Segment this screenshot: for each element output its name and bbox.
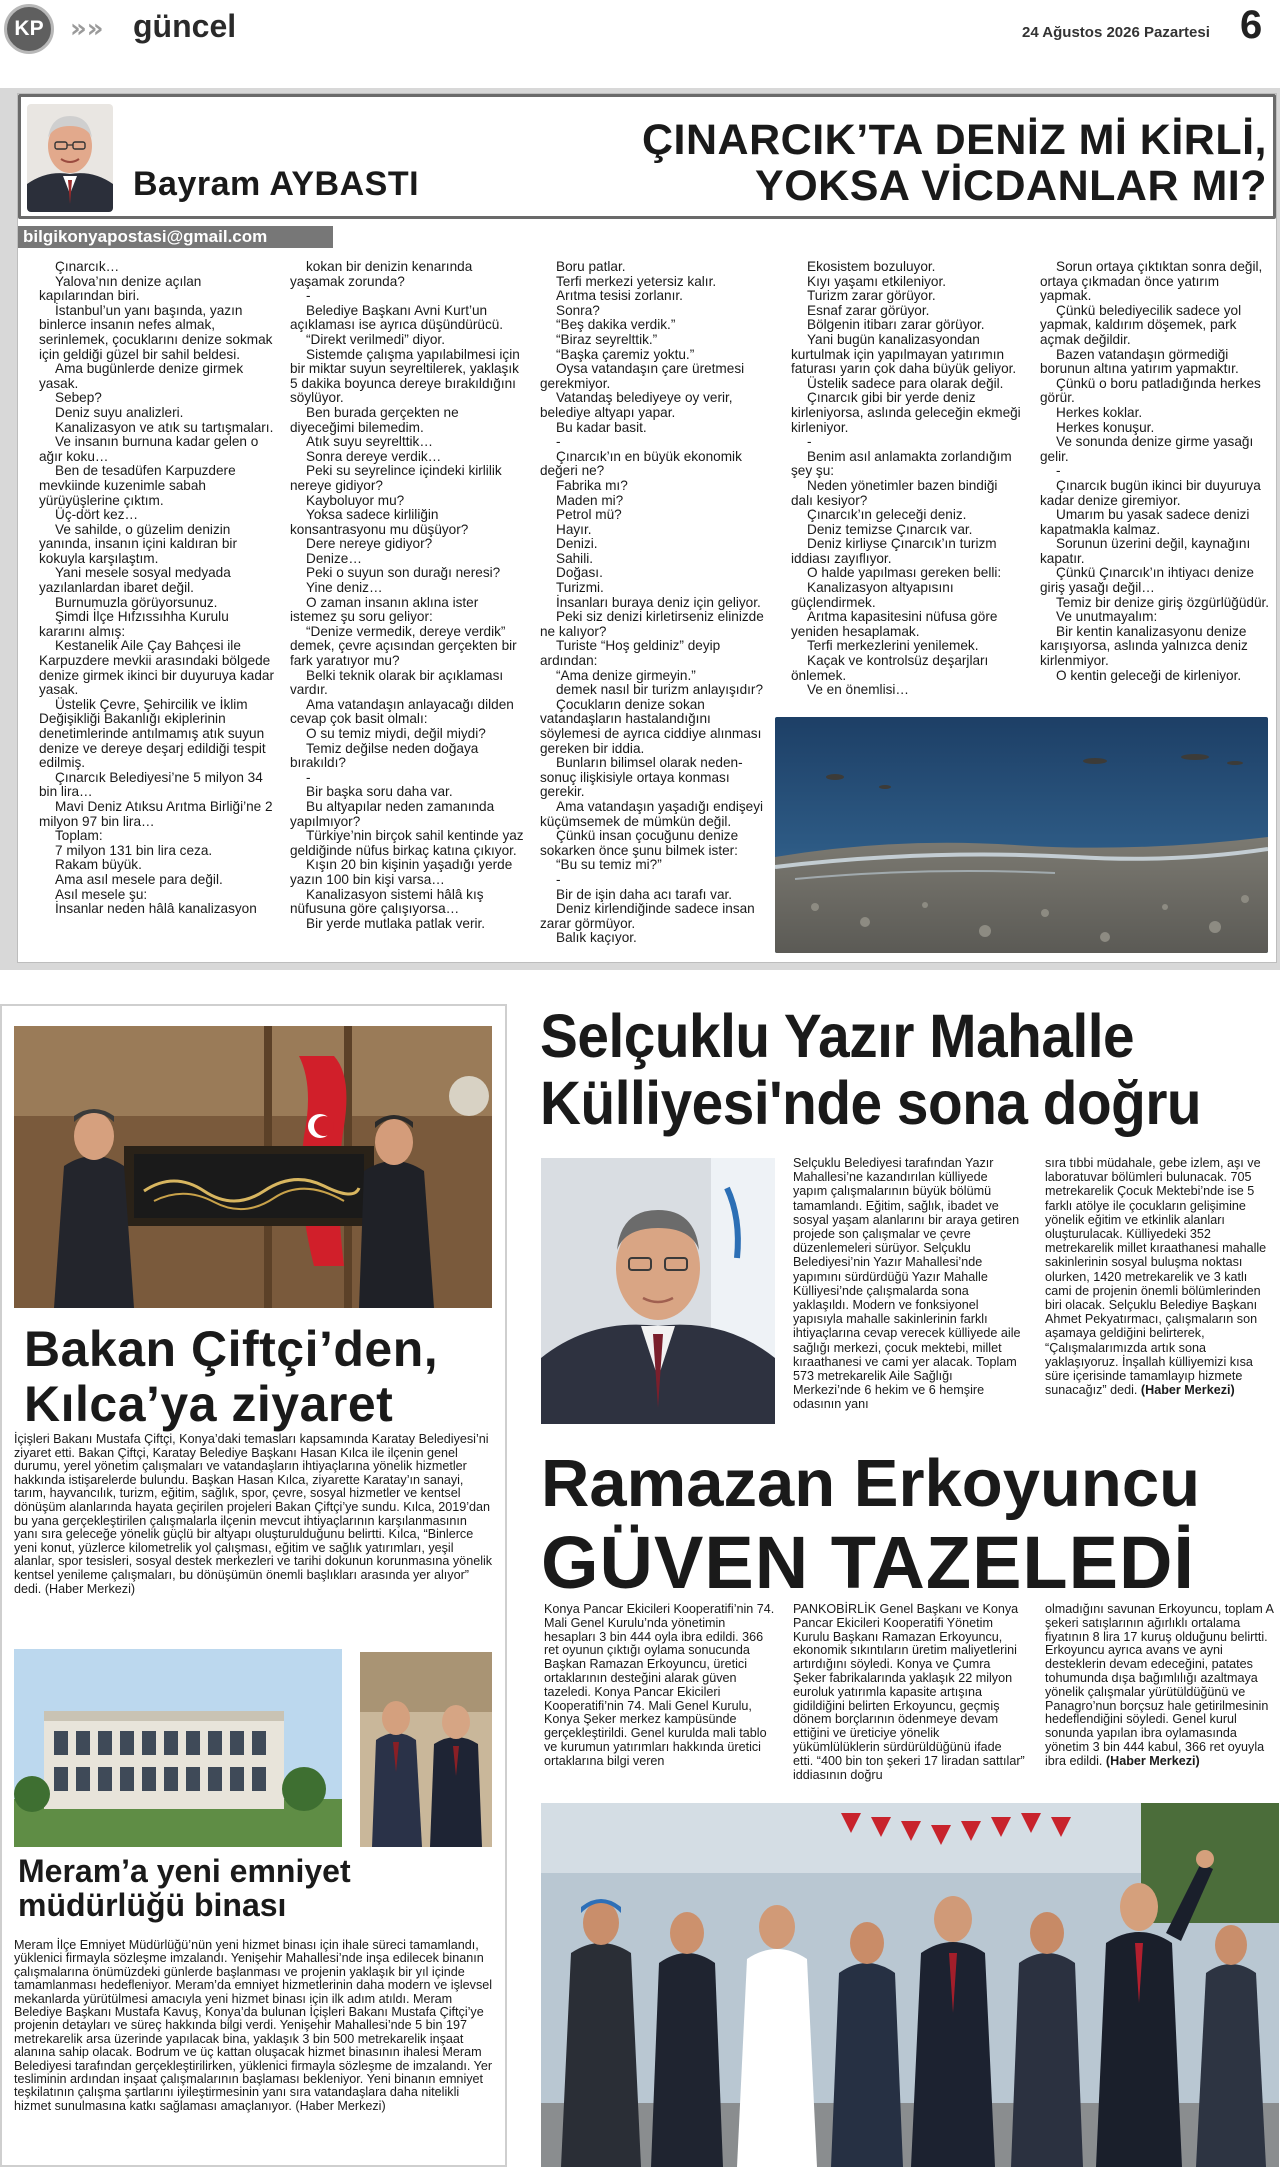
column-paragraph: Ama asıl mesele para değil.: [55, 871, 223, 887]
column-paragraph: O halde yapılması gereken belli:: [807, 565, 1002, 581]
column-paragraph: -: [306, 769, 311, 785]
column-paragraph: Peki siz denizi kirletirseniz elinizde ne kalıyor?: [540, 609, 764, 639]
column-paragraph: Kanalizasyon sistemi hâlâ kış nüfusuna göre çalışıyorsa…: [290, 886, 484, 917]
column-paragraph: Bir de işin daha acı tarafı var.: [556, 886, 733, 902]
section-title: güncel: [133, 8, 237, 44]
sea-shore-photo: [775, 717, 1268, 953]
ramazan-source: (Haber Merkezi): [1105, 1753, 1200, 1768]
column-paragraph: Balık kaçıyor.: [556, 930, 637, 946]
mayor-portrait-photo: [541, 1158, 775, 1424]
column-paragraph: Belki teknik olarak bir açıklaması vardır.: [290, 667, 504, 698]
opinion-column: [17, 93, 1277, 963]
column-paragraph: Terfi merkezi yetersiz kalır.: [556, 273, 717, 289]
column-paragraph: O kentin geleceği de kirleniyor.: [1056, 667, 1242, 683]
column-paragraph: Hayır.: [556, 521, 592, 537]
bakan-article-body: [14, 1433, 494, 1596]
column-paragraph: Denizi.: [556, 536, 598, 552]
bakan-body-text: İçişleri Bakanı Mustafa Çiftçi, Konya’daki temasları kapsamında Karatay Belediyesi’ni ziyaret etti. Bakan Çiftçi, Karatay Belediye Başkanı Hasan Kılca ile ilçenin genel durumu, yerel yönetim çalışmaları ve vatandaşların ihtiyaçlarına yönelik hizmetler hakkında istişarelerde bulundu. Başkan Hasan Kılca, ziyarette Karatay’ın sanayi, tarım, hayvancılık, turizm, eğitim, sağlık, spor, çevre, sosyal hizmetler ve kentsel dönüşüm alanlarında hayata geçirilen projeleri Bakan Çiftçi’ye sundu. Kılca, 2019’dan bu yana gerçekleştirilen çalışmalarla ilçenin mevcut ihtiyaçlarının karşılanmasının yanı sıra geleceğe yönelik güçlü bir altyapı oluşturulduğunu belirtti. Kılca, “Binlerce yeni konut, yüzlerce kilometrelik yol çalışması, eğitim ve sağlık yatırımları, yeşil alanlar, spor tesisleri, sosyal destek merkezleri ve tarihi dokunun korunmasına yönelik kentsel yenileme çalışmaları, bu dönüşümün önemli başlıkları arasında yer alıyor” dedi.: [14, 1432, 493, 1596]
column-paragraph: “Denize vermedik, dereye verdik” demek, çevre açısından gerçekten bir fark yaratıyor mu?: [290, 623, 517, 669]
bakan-headline: [24, 1322, 438, 1432]
column-paragraph: Türkiye’nin birçok sahil kentinde yaz geldiğinde nüfus birkaç katına çıkıyor.: [290, 828, 524, 858]
selcuklu-headline: [540, 1003, 1228, 1137]
opinion-column-frame: [0, 88, 1280, 970]
column-paragraph: Dere nereye gidiyor?: [306, 536, 433, 552]
column-paragraph: İnsanlar neden hâlâ kanalizasyon: [55, 901, 257, 917]
ramazan-text-col1: [544, 1603, 776, 1769]
column-paragraph: -: [807, 434, 812, 450]
column-paragraph: Sistemde çalışma yapılabilmesi için bir miktar suyun seyreltilerek, yaklaşık 5 dakika boyunca dereye bırakıldığını söylüyor.: [290, 346, 520, 406]
column-paragraph: Vatandaş belediyeye oy verir, belediye altyapı yapar.: [540, 390, 733, 420]
column-paragraph: Ve sahilde, o güzelim denizin yanında, insanın içini kaldıran bir kokuyla karşılaştım.: [39, 521, 237, 566]
column-paragraph: Ekosistem bozuluyor.: [807, 259, 936, 274]
column-text-col5: [1040, 260, 1272, 683]
column-text-col3: [540, 260, 772, 946]
ramazan-headline-line2: GÜVEN TAZELEDİ: [541, 1521, 1195, 1604]
column-paragraph: Petrol mü?: [556, 507, 622, 523]
column-paragraph: Ve sonunda denize girme yasağı gelir.: [1040, 434, 1254, 464]
column-text-col4: [791, 260, 1023, 698]
column-paragraph: Çınarcık’ın geleceği deniz.: [807, 507, 967, 523]
meram-headline-line2: müdürlüğü binası: [18, 1887, 287, 1923]
column-paragraph: Sebep?: [55, 390, 102, 406]
column-paragraph: Ama bugünlerde denize girmek yasak.: [39, 361, 244, 391]
column-paragraph: Sonra dereye verdik…: [306, 448, 442, 464]
column-paragraph: Temiz bir denize giriş özgürlüğüdür.: [1056, 594, 1270, 610]
page-header: [0, 0, 1280, 56]
column-paragraph: Bir başka soru daha var.: [306, 784, 453, 800]
column-paragraph: Maden mi?: [556, 492, 624, 508]
meram-headline-line1: Meram’a yeni emniyet: [18, 1853, 351, 1889]
meram-headline: [18, 1854, 351, 1922]
column-paragraph: Turizmi.: [556, 580, 604, 596]
bakan-headline-line2: Kılca’ya ziyaret: [24, 1376, 394, 1432]
bakan-source: (Haber Merkezi): [44, 1581, 136, 1596]
ramazan-headline-line1: Ramazan Erkoyuncu: [541, 1446, 1201, 1521]
column-paragraph: “Başka çaremiz yoktu.”: [556, 346, 695, 362]
column-paragraph: Kanalizasyon ve atık su tartışmaları.: [55, 419, 274, 435]
column-paragraph: Bazen vatandaşın görmediği borunun altına yatırım yapmaktır.: [1040, 346, 1239, 377]
column-paragraph: Üstelik Çevre, Şehircilik ve İklim Değişikliği Bakanlığı ekiplerinin denetimlerinde antılmamış atık suyun denize ve dereye deşarj edildiği tespit edilmiş.: [39, 696, 266, 771]
column-paragraph: Rakam büyük.: [55, 857, 142, 873]
selcuklu-headline-line1: Selçuklu Yazır Mahalle: [540, 1002, 1135, 1070]
column-paragraph: Bunların bilimsel olarak neden-sonuç ilişkisiyle ortaya konması gerekir.: [540, 755, 743, 800]
column-paragraph: Doğası.: [556, 565, 603, 581]
meram-article-body: [14, 1939, 494, 2113]
column-paragraph: Çınarcık…: [55, 259, 120, 274]
column-paragraph: Benim asıl anlamakta zorlandığım şey şu:: [791, 448, 1012, 479]
column-text-col2: [290, 260, 525, 931]
author-name: Bayram AYBASTI: [133, 165, 420, 203]
kp-logo: KP: [4, 4, 54, 54]
column-paragraph: Toplam:: [55, 828, 103, 844]
column-paragraph: “Direkt verilmedi” diyor.: [306, 331, 445, 347]
column-paragraph: “Beş dakika verdik.”: [556, 317, 676, 333]
column-paragraph: Yani bugün kanalizasyondan kurtulmak için yapılmayan yatırımın faturası yarın çok daha büyük geliyor.: [791, 331, 1017, 377]
column-paragraph: Sonra?: [556, 302, 600, 318]
selcuklu-col2-text: sıra tıbbi müdahale, gebe izlem, aşı ve laboratuvar bölümleri bulunacak. 705 metrekarelik Çocuk Mektebi’nde ise 5 farklı atölye ile çocukların gelişimine yönelik eğitim ve etkinlik alanları oluşturulacak. Külliyedeki 352 metrekarelik millet kıraathanesi mahalle sakinlerinin sosyal buluşma noktası olurken, 1420 metrekarelik ve 3 katlı cami de projenin önemli bölümlerinden biri olacak. Selçuklu Belediye Başkanı Ahmet Pekyatırmacı, çalışmaların son aşamaya geldiğini belirterek, “Çalışmalarımızda artık sona yaklaşıyoruz. İnşallah külliyemizi kısa süre içerisinde tamamlayıp hizmete sunacağız” dedi.: [1045, 1156, 1267, 1398]
selcuklu-text-col1: [793, 1156, 1021, 1412]
column-paragraph: -: [306, 288, 311, 304]
column-paragraph: Yoksa sadece kirliliğin konsantrasyonu mu düşüyor?: [290, 507, 469, 537]
column-paragraph: Deniz kirlendiğinde sadece insan zarar görmüyor.: [540, 901, 755, 931]
two-officials-photo: [360, 1652, 492, 1847]
column-paragraph: Şimdi İlçe Hıfzıssıhha Kurulu kararını almış:: [39, 609, 229, 639]
column-paragraph: Bu kadar basit.: [556, 419, 647, 435]
column-paragraph: Neden yönetimler bazen bindiği dalı kesiyor?: [791, 477, 998, 508]
column-paragraph: Bir yerde mutlaka patlak verir.: [306, 915, 486, 931]
bakan-headline-line1: Bakan Çiftçi’den,: [24, 1321, 439, 1377]
column-paragraph: O su temiz miydi, değil miydi?: [306, 726, 486, 741]
column-paragraph: Kanalizasyon altyapısını güçlendirmek.: [791, 580, 954, 610]
selcuklu-col1-text: Selçuklu Belediyesi tarafından Yazır Mahallesi’ne kazandırılan külliyede yapım çalışmalarının büyük bölümü tamamlandı. Eğitim, sağlık, ibadet ve sosyal yaşam alanlarını bir araya getiren projede son çalışmalar ve çevre düzenlemeleri sürüyor. Selçuklu Belediyesi’nin Yazır Mahallesi’nde yapımını sürdürdüğü Yazır Mahalle Külliyesi’nde çalışmalarda sona yaklaşıldı. Modern ve fonksiyonel yapısıyla mahalle sakinlerinin farklı ihtiyaçlarına cevap verecek külliyede aile sağlığı merkezi, çocuk mektebi, millet kıraathanesi ve cami yer alacak. Toplam 573 metrekarelik Aile Sağlığı Merkezi’nde 6 hekim ve 6 hemşire odasının yanı: [793, 1156, 1021, 1412]
column-paragraph: Kaçak ve kontrolsüz deşarjları önlemek.: [791, 653, 989, 683]
column-paragraph: Bu altyapılar neden zamanında yapılmıyor?: [290, 798, 495, 829]
column-paragraph: Fabrika mı?: [556, 477, 628, 493]
column-paragraph: Çünkü insan çocuğunu denize sokarken önce şunu bilmek ister:: [540, 828, 739, 858]
column-paragraph: “Biraz seyrelttik.”: [556, 331, 658, 347]
ramazan-col1-text: Konya Pancar Ekicileri Kooperatifi’nin 74. Mali Genel Kurulu’nda yönetimin hesapları 3 bin 444 oyla ibra edildi. 366 ret oyunun çıktığı oylama sonucunda Başkan Ramazan Erkoyuncu, üretici ortaklarının desteğini alarak güven tazeledi. Konya Pancar Ekicileri Kooperatifi’nin 74. Mali Genel Kurulu, Konya Şeker merkez kampüsünde gerçekleştirildi. Genel kurulda mali tablo ve kurumun yatırımları hakkında üretici ortaklarına bilgi veren: [544, 1602, 775, 1768]
column-paragraph: -: [556, 871, 561, 887]
selcuklu-headline-line2: Külliyesi'nde sona doğru: [540, 1069, 1202, 1137]
column-paragraph: Sorunun üzerini değil, kaynağını kapatır.: [1040, 536, 1251, 566]
selcuklu-source: (Haber Merkezi): [1140, 1383, 1235, 1398]
column-paragraph: “Bu su temiz mi?”: [556, 857, 662, 873]
column-paragraph: Yine deniz…: [306, 580, 383, 596]
column-paragraph: Peki o suyun son durağı neresi?: [306, 565, 501, 581]
column-paragraph: Kayboluyor mu?: [306, 492, 405, 508]
column-paragraph: Yalova’nın denize açılan kapılarından biri.: [39, 273, 202, 304]
column-paragraph: Boru patlar.: [556, 259, 626, 274]
column-paragraph: Herkes konuşur.: [1056, 419, 1155, 435]
column-paragraph: -: [556, 434, 561, 450]
ramazan-col3-text: olmadığını savunan Erkoyuncu, toplam A şekeri satışlarının ağırlıklı ortalama fiyatının 8 lira 17 kuruş olduğunu belirtti. Erkoyuncu ayrıca avans ve ayni desteklerin devam edeceğini, patates tohumunda dışa bağımlılığı azaltmaya yönelik çalışmalar yürütüldüğünü ve Panagro’nun borçsuz hale getirilmesinin hedeflendiğini söyledi. Genel kurul sonunda yapılan ibra oylamasında yönetim 3 bin 444 kabul, 366 ret oyuyla ibra edildi.: [1045, 1602, 1274, 1768]
column-headline-line2: YOKSA VİCDANLAR MI?: [755, 162, 1267, 210]
column-paragraph: Ben burada gerçekten ne diyeceğimi bilemedim.: [290, 404, 459, 435]
meram-body-text: Meram İlçe Emniyet Müdürlüğü’nün yeni hizmet binası için ihale süreci tamamlandı, yüklenici firmayla sözleşme imzalandı. Yenişehir Mahallesi’nde inşa edilecek binanın çalışmalarına önümüzdeki günlerde başlanması ve projenin yaklaşık bir yıl içinde tamamlanması hedefleniyor. Meram’da emniyet hizmetlerinin daha modern ve işlevsel mekanlarda yürütülmesi amacıyla yeni hizmet binası için ilk adım atıldı. Meram Belediye Başkanı Mustafa Kavuş, Konya’da bulunan İçişleri Bakanı Mustafa Çiftçi’ye projenin detayları ve süreç hakkında bilgi verdi. Yenişehir Mahallesi’nde 5 bin 197 metrekarelik arsa üzerinde yapılacak bina, yaklaşık 3 bin 500 metrekarelik inşaat alanına sahip olacak. Bodrum ve üç kattan oluşacak hizmet binasının ihalesi Meram Belediyesi tarafından gerçekleştirilirken, yüklenici firmayla sözleşme de imzalandı. Yer tesliminin ardından inşaat çalışmalarının başlaması bekleniyor. Yeni binanın emniyet teşkilatının çalışma şartlarını iyileştirmesinin yanı sıra vatandaşlara daha nitelikli hizmet sunulmasına katkı sağlaması amaçlanıyor.: [14, 1938, 493, 2113]
column-paragraph: Üç-dört kez…: [55, 507, 139, 523]
column-paragraph: İnsanları buraya deniz için geliyor.: [556, 594, 761, 610]
column-paragraph: Çınarcık’ın en büyük ekonomik değeri ne?: [540, 448, 742, 479]
column-paragraph: Ben de tesadüfen Karpuzdere mevkiinde kuzenimle sabah yürüyüşlerine çıktım.: [39, 463, 236, 508]
column-paragraph: Ve unutmayalım:: [1056, 609, 1158, 625]
column-paragraph: Yani mesele sosyal medyada yazılanlardan ibaret değil.: [39, 565, 231, 596]
column-paragraph: Kıyı yaşamı etkileniyor.: [807, 273, 947, 289]
column-paragraph: Çünkü belediyecilik sadece yol yapmak, kaldırım döşemek, park açmak değildir.: [1040, 302, 1242, 347]
column-paragraph: Arıtma tesisi zorlanır.: [556, 288, 683, 304]
column-paragraph: Sahili.: [556, 550, 594, 566]
column-paragraph: Deniz suyu analizleri.: [55, 404, 184, 420]
column-paragraph: Atık suyu seyrelttik…: [306, 434, 433, 450]
column-paragraph: Terfi merkezlerini yenilemek.: [807, 638, 979, 654]
column-paragraph: Umarım bu yasak sadece denizi kapatmakla kalmaz.: [1040, 507, 1250, 537]
column-paragraph: Bölgenin itibarı zarar görüyor.: [807, 317, 985, 333]
column-headline-line1: ÇINARCIK’TA DENİZ Mİ KİRLİ,: [641, 116, 1267, 164]
column-paragraph: Ama vatandaşın anlayacağı dilden cevap çok basit olmalı:: [290, 696, 514, 727]
column-paragraph: Ve en önemlisi…: [807, 682, 910, 698]
column-paragraph: Ama vatandaşın yaşadığı endişeyi küçümsemek de mümkün değil.: [540, 798, 764, 829]
column-paragraph: Mavi Deniz Atıksu Arıtma Birliği’ne 2 milyon 97 bin lira…: [39, 798, 273, 829]
official-visit-photo: [14, 1026, 492, 1308]
column-paragraph: Temiz değilse neden doğaya bırakıldı?: [290, 740, 479, 771]
column-paragraph: kokan bir denizin kenarında yaşamak zorunda?: [290, 259, 473, 289]
column-paragraph: -: [1056, 463, 1061, 479]
column-paragraph: Kışın 20 bin kişinin yaşadığı yerde yazın 100 bin kişi varsa…: [290, 857, 513, 887]
column-paragraph: Oysa vatandaşın çare üretmesi gerekmiyor.: [540, 361, 745, 391]
column-paragraph: Denize…: [306, 550, 362, 566]
column-paragraph: Çünkü o boru patladığında herkes görür.: [1040, 375, 1261, 406]
column-paragraph: Belediye Başkanı Avni Kurt’un açıklaması ise ayrıca düşündürücü.: [290, 302, 504, 333]
column-paragraph: Çınarcık Belediyesi’ne 5 milyon 34 bin lira…: [39, 769, 263, 800]
column-paragraph: Herkes koklar.: [1056, 404, 1143, 420]
column-paragraph: Sorun ortaya çıktıktan sonra değil, ortaya çıkmadan önce yatırım yapmak.: [1040, 259, 1263, 304]
column-paragraph: Kestanelik Aile Çay Bahçesi ile Karpuzdere mevkii arasındaki bölgede denize girmek ikinci bir duyuruya kadar yasak.: [39, 638, 274, 698]
column-paragraph: Bir kentin kanalizasyonu denize karışıyorsa, aslında yalnızca deniz kirlenmiyor.: [1040, 623, 1248, 669]
column-paragraph: demek nasıl bir turizm anlayışıdır?: [556, 682, 764, 698]
column-paragraph: Deniz kirliyse Çınarcık’ın turizm iddiası zayıflıyor.: [791, 536, 997, 566]
column-paragraph: Çünkü Çınarcık’ın ihtiyacı denize giriş yasağı değil…: [1040, 565, 1254, 596]
selcuklu-text-col2: [1045, 1156, 1277, 1397]
police-building-rendering: [14, 1649, 342, 1847]
general-assembly-crowd-photo: [541, 1803, 1279, 2167]
column-paragraph: Arıtma kapasitesini nüfusa göre yeniden hesaplamak.: [791, 609, 998, 639]
column-headline: [499, 117, 1267, 209]
page-date: 24 Ağustos 2026 Pazartesi: [1022, 24, 1210, 41]
column-paragraph: İstanbul’un yanı başında, yazın binlerce insanın nefes almak, serinlemek, çocuklarını denize sokmak için geldiği güzel bir sahil beldesi.: [39, 302, 273, 362]
column-paragraph: Turizm zarar görüyor.: [807, 288, 936, 304]
column-paragraph: 7 milyon 131 bin lira ceza.: [55, 842, 213, 858]
column-paragraph: “Ama denize girmeyin.”: [556, 667, 696, 683]
column-head-strip: [18, 94, 1276, 219]
column-paragraph: O zaman insanın aklına ister istemez şu soru geliyor:: [290, 594, 479, 625]
column-paragraph: Çınarcık gibi bir yerde deniz kirleniyorsa, aslında geleceğin ekmeği kirleniyor.: [791, 390, 1021, 435]
column-paragraph: Esnaf zarar görüyor.: [807, 302, 930, 318]
ramazan-text-col2: [793, 1603, 1025, 1782]
column-paragraph: Burnumuzla görüyorsunuz.: [55, 594, 218, 610]
column-paragraph: Çınarcık bugün ikinci bir duyuruya kadar denize giremiyor.: [1040, 477, 1261, 508]
column-paragraph: Turiste “Hoş geldiniz” deyip ardından:: [540, 638, 721, 669]
page-number: 6: [1240, 3, 1263, 47]
meram-source: (Haber Merkezi): [295, 2098, 386, 2113]
column-paragraph: Asıl mesele şu:: [55, 886, 148, 902]
column-paragraph: Deniz temizse Çınarcık var.: [807, 521, 973, 537]
column-paragraph: Ve insanın burnuna kadar gelen o ağır koku…: [39, 434, 259, 464]
column-paragraph: Peki su seyrelince içindeki kirlilik nereye gidiyor?: [290, 463, 502, 493]
chevron-right-icon: »»: [70, 14, 104, 44]
column-paragraph: Üstelik sadece para olarak değil.: [807, 375, 1004, 391]
author-photo: [27, 104, 113, 212]
ramazan-text-col3: [1045, 1603, 1277, 1769]
author-email[interactable]: bilgikonyapostasi@gmail.com: [18, 226, 333, 248]
ramazan-col2-text: PANKOBİRLİK Genel Başkanı ve Konya Pancar Ekicileri Kooperatifi Yönetim Kurulu Başkanı Ramazan Erkoyuncu, ekonomik sıkıntıların üretim maliyetlerini artırdığını söyledi. Konya ve Çumra Şeker fabrikalarında yaklaşık 22 milyon euroluk yatırımla kapasite artışına gidildiğini belirten Erkoyuncu, geçmiş dönem borçlarının ödenmeye devam ettiğini ve üreticiye yönelik yükümlülüklerin sürdürüldüğünü ifade etti. “400 bin ton şekeri 17 liradan sattılar” iddiasının doğru: [793, 1602, 1025, 1782]
column-text-col1: [39, 260, 274, 917]
column-paragraph: Çocukların denize sokan vatandaşların hastalandığını söylemesi de ayrıca ciddiye alınması gereken bir iddia.: [540, 696, 762, 756]
